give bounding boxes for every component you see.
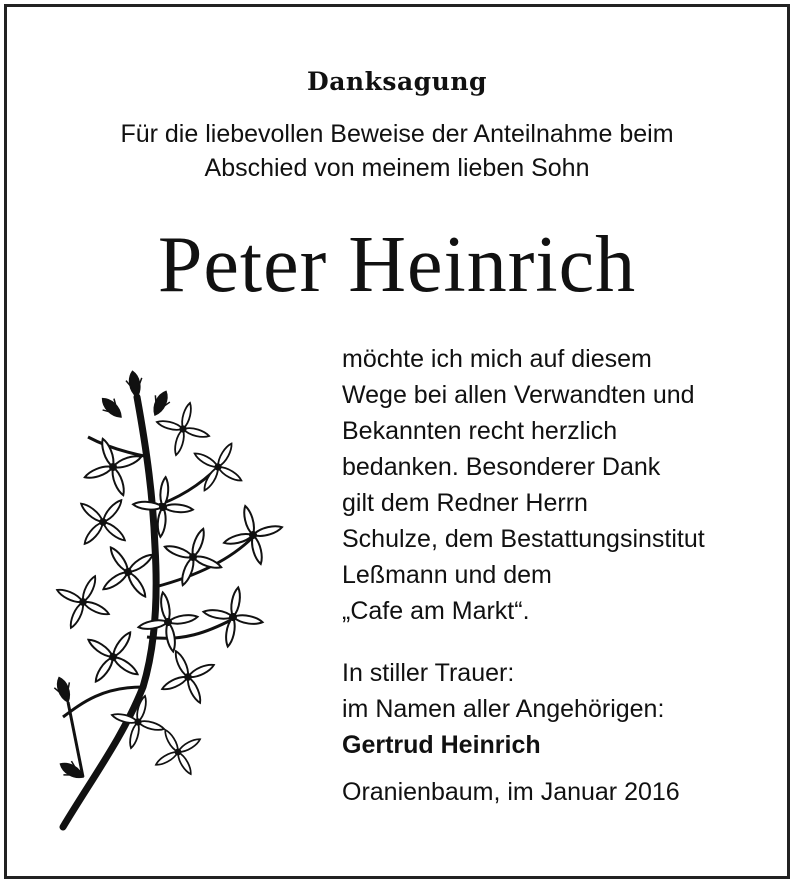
body-line: Wege bei allen Verwandten und: [342, 381, 695, 409]
deceased-name: Peter Heinrich: [157, 221, 637, 309]
intro-line: Abschied von meinem lieben Sohn: [204, 154, 590, 182]
thank-you-text: [342, 341, 705, 629]
body-line: möchte ich mich auf diesem: [342, 345, 652, 373]
mourning-line: im Namen aller Angehörigen:: [342, 695, 665, 723]
body-line: Leßmann und dem: [342, 561, 552, 589]
mourning-block: [342, 655, 664, 763]
obituary-card: [4, 4, 790, 879]
flower-branch-icon: [43, 357, 313, 837]
mourning-line: In stiller Trauer:: [342, 659, 515, 687]
place-date: Oranienbaum, im Januar 2016: [342, 778, 680, 806]
body-line: Bekannten recht herzlich: [342, 417, 618, 445]
body-line: bedanken. Besonderer Dank: [342, 453, 661, 481]
intro-line: Für die liebevollen Beweise der Anteilnahme beim: [120, 120, 674, 148]
body-line: gilt dem Redner Herrn: [342, 489, 588, 517]
intro-text: [47, 117, 747, 185]
signer-name: Gertrud Heinrich: [342, 731, 541, 759]
notice-heading: Danksagung: [307, 67, 487, 96]
body-line: Schulze, dem Bestattungsinstitut: [342, 525, 705, 553]
body-line: „Cafe am Markt“.: [342, 597, 530, 625]
